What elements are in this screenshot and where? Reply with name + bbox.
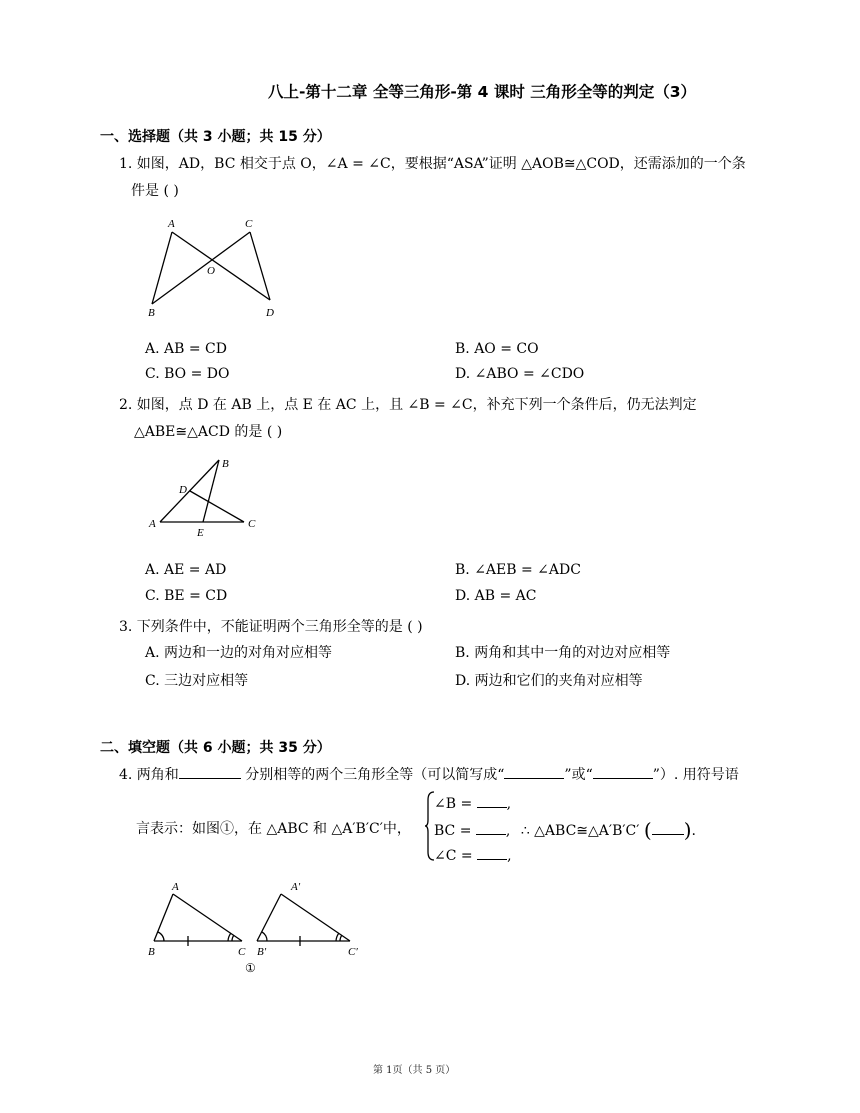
q4-stem-line1 xyxy=(119,764,739,784)
label-b: B xyxy=(222,458,229,470)
system-blank-1[interactable] xyxy=(477,793,507,808)
system-row-3 xyxy=(434,845,512,864)
segment-ab xyxy=(152,232,172,304)
system-row-2 xyxy=(434,818,696,842)
label-a-prime: A′ xyxy=(291,881,301,893)
q3-option-a: A. 两边和一边的对角对应相等 xyxy=(145,645,333,661)
segment-a2c2 xyxy=(281,894,350,941)
segment-ac xyxy=(173,894,242,941)
label-a: A xyxy=(149,518,156,530)
q4-blank-2[interactable] xyxy=(504,764,564,779)
q2-figure xyxy=(140,452,270,544)
q2-option-b: B. ∠AEB = ∠ADC xyxy=(455,562,581,578)
system-blank-2[interactable] xyxy=(476,820,506,835)
system-row-1 xyxy=(434,793,511,812)
segment-ab xyxy=(160,460,219,522)
label-a: A xyxy=(168,218,175,230)
label-b-prime: B′ xyxy=(257,946,267,958)
system-blank-answer[interactable] xyxy=(652,820,684,835)
q3-option-b: B. 两角和其中一角的对边对应相等 xyxy=(455,645,671,661)
q1-option-a: A. AB = CD xyxy=(145,341,227,357)
label-a: A xyxy=(172,881,179,893)
q1-option-d: D. ∠ABO = ∠CDO xyxy=(455,366,585,382)
label-c: C xyxy=(238,946,246,958)
angle-c2-arc-1 xyxy=(336,933,339,941)
system-row-3-comma: , xyxy=(507,848,512,864)
q2-option-a: A. AE = AD xyxy=(145,562,227,578)
section-heading-choice: 一、选择题（共 3 小题；共 15 分） xyxy=(100,129,331,145)
system-row-3-label: ∠C = xyxy=(434,848,473,864)
q1-option-c: C. BO = DO xyxy=(145,366,230,382)
q4-stem-line2: 言表示：如图①，在 △ABC 和 △A′B′C′中， xyxy=(136,821,411,837)
segment-cb xyxy=(152,232,250,304)
label-c: C xyxy=(248,518,256,530)
q2-stem-line1: 2. 如图，点 D 在 AB 上，点 E 在 AC 上，且 ∠B = ∠C，补充下列一个条件后，仍无法判定 xyxy=(119,397,697,413)
label-c-prime: C′ xyxy=(348,946,358,958)
system-row-2-label: BC = xyxy=(434,823,472,839)
system-row-1-comma: , xyxy=(506,796,512,812)
figure-number: ① xyxy=(245,961,256,975)
q1-stem-line2: 件是 ( ) xyxy=(131,183,179,199)
label-b: B xyxy=(148,946,155,958)
q4-text-b: 分别相等的两个三角形全等（可以简写成“ xyxy=(245,767,505,783)
q3-stem-line1: 3. 下列条件中，不能证明两个三角形全等的是 ( ) xyxy=(119,619,423,635)
q2-option-d: D. AB = AC xyxy=(455,588,537,604)
q4-text-a: 4. 两角和 xyxy=(119,767,179,783)
q4-blank-1[interactable] xyxy=(179,764,241,779)
system-row-2-comma: , xyxy=(505,823,511,839)
q4-text-c: ”或“ xyxy=(564,767,593,783)
segment-cd xyxy=(250,232,270,300)
system-row-1-label: ∠B = xyxy=(434,796,473,812)
angle-c-arc-1 xyxy=(228,933,231,941)
segment-ba xyxy=(154,894,173,941)
angle-c2-arc-2 xyxy=(340,935,342,941)
q1-stem-line1: 1. 如图，AD，BC 相交于点 O，∠A = ∠C，要根据“ASA”证明 △AOB≅△COD，还需添加的一个条 xyxy=(119,156,746,172)
q4-figure xyxy=(140,880,380,980)
angle-b2-arc xyxy=(262,932,267,941)
q1-figure xyxy=(140,212,290,324)
angle-b-arc xyxy=(158,932,164,941)
angle-c-arc-2 xyxy=(232,935,234,941)
paren-close: ) xyxy=(683,818,692,842)
paren-open: ( xyxy=(643,818,652,842)
q2-option-c: C. BE = CD xyxy=(145,588,228,604)
segment-dc xyxy=(190,491,244,522)
page-title: 八上-第十二章 全等三角形-第 4 课时 三角形全等的判定（3） xyxy=(268,83,697,101)
system-blank-3[interactable] xyxy=(477,845,507,860)
segment-ad xyxy=(172,232,270,300)
section-heading-fill: 二、填空题（共 6 小题；共 35 分） xyxy=(100,740,331,756)
segment-b2a2 xyxy=(257,894,281,941)
q3-option-d: D. 两边和它们的夹角对应相等 xyxy=(455,673,643,689)
therefore-statement: ∴ △ABC≅△A′B′C′ xyxy=(520,823,640,839)
q1-option-b: B. AO = CO xyxy=(455,341,539,357)
page-footer: 第 1页（共 5 页） xyxy=(373,1065,456,1076)
label-o: O xyxy=(207,265,215,277)
q3-option-c: C. 三边对应相等 xyxy=(145,673,249,689)
label-c: C xyxy=(245,218,253,230)
label-b: B xyxy=(148,307,155,319)
q4-blank-3[interactable] xyxy=(593,764,653,779)
label-d: D xyxy=(266,307,274,319)
period: . xyxy=(691,823,696,839)
q2-stem-line2: △ABE≅△ACD 的是 ( ) xyxy=(134,424,283,440)
label-d: D xyxy=(179,484,187,496)
q4-text-d: ”）. 用符号语 xyxy=(652,767,739,783)
label-e: E xyxy=(197,527,204,539)
